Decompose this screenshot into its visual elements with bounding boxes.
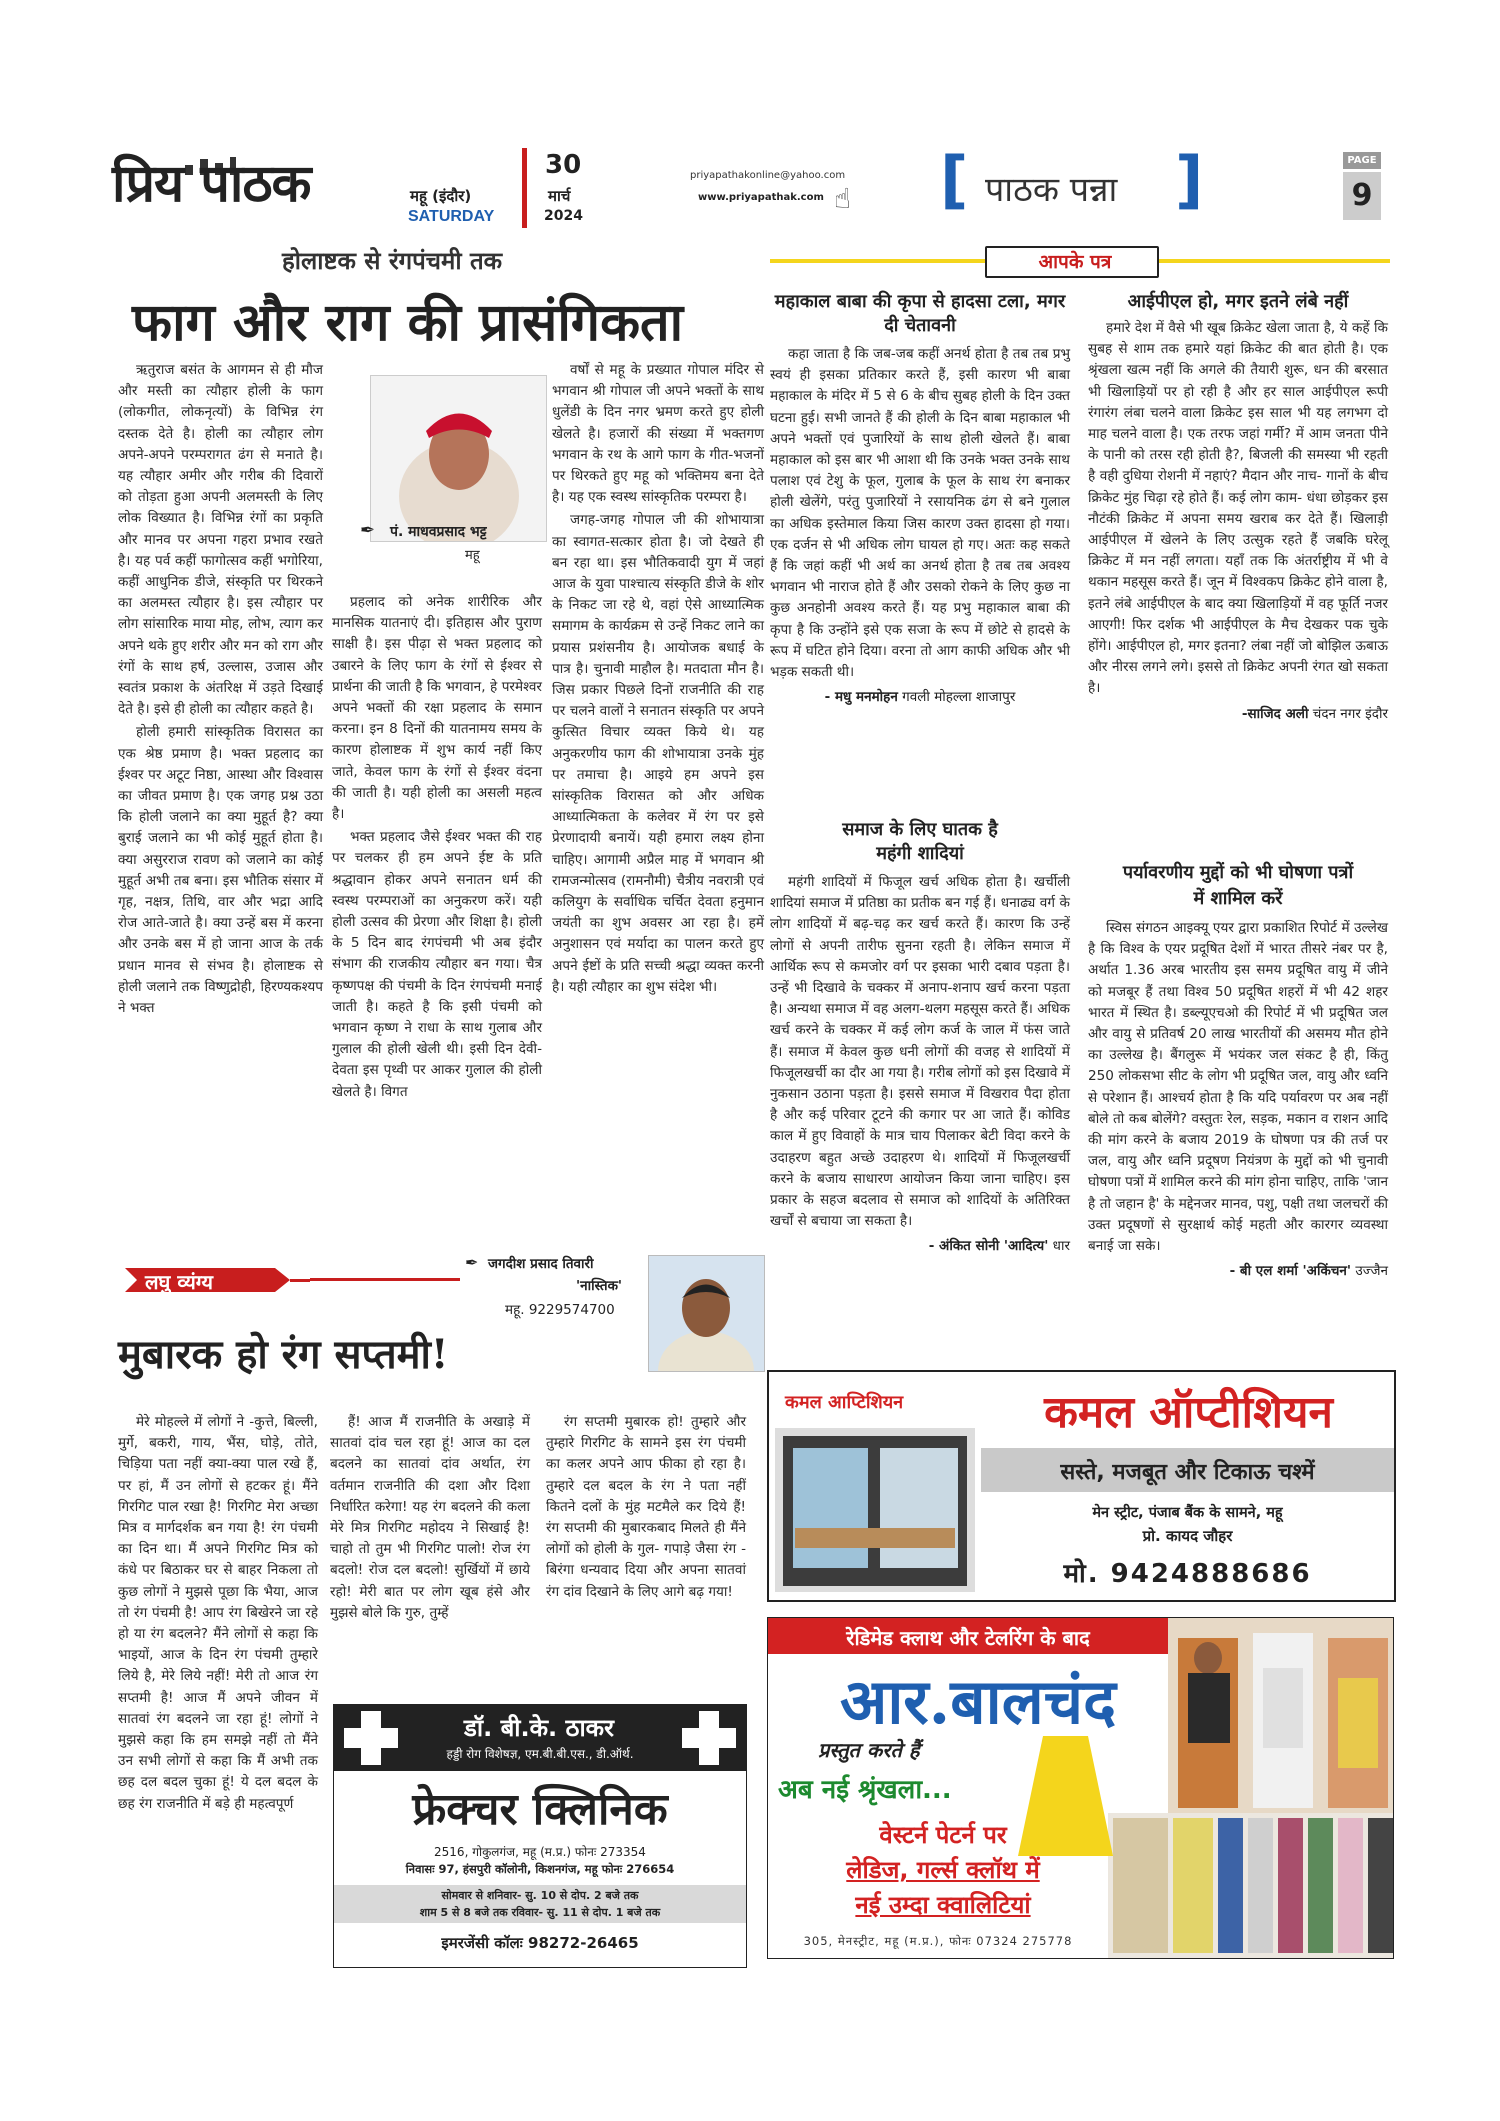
page-label: PAGE: [1343, 152, 1381, 169]
masthead-divider: [522, 148, 527, 228]
page-number: 9: [1343, 172, 1381, 220]
satire-tag-label: लघु व्यंग्य: [145, 1270, 214, 1294]
section-bracket-right: ]: [1175, 143, 1204, 216]
optician-tagline: सस्ते, मजबूत और टिकाऊ चश्में: [1060, 1460, 1315, 1485]
masthead: [0, 0, 1500, 235]
letter-title: पर्यावरणीय मुद्दों को भी घोषणा पत्रों में शामिल करें: [1122, 862, 1354, 909]
letter-address: चंदन नगर इंदौर: [1312, 705, 1388, 722]
satire-paragraph: हैं! आज मैं राजनीति के अखाड़े में सातवां दांव चल रहा हूं! आज का दल बदलने का सातवां दांव अर्थात, रंग वर्तमान राजनीति की दशा और दिशा निर्धारित करेगा! यह रंग बदलने की कला मेरे मित्र गिरगिट महोदय ने सिखाई है! चाहो तो तुम भी गिरगिट पालो! रोज रंग बदलो! रोज दल बदलो! सुर्खियों में छाये रहो! मेरी बात पर लोग खूब हंसे और मुझसे बोले कि गुरु, तुम्हें: [330, 1414, 530, 1621]
letter-title: आईपीएल हो, मगर इतने लंबे नहीं: [1127, 291, 1349, 312]
cloth-presents: प्रस्तुत करते हैं: [818, 1738, 920, 1762]
clinic-ad: [333, 1704, 747, 1968]
letter-2: [770, 818, 1070, 1254]
author-photo: [370, 375, 547, 542]
letter-body: महंगी शादियों में फिजूल खर्च अधिक होता है। खर्चीली शादियां समाज में प्रतिष्ठा का प्रतीक बन गई हैं। धनाढ्य वर्ग के लोग शादियों में बढ़-चढ़ कर खर्च करते हैं। कारण कि उन्हें लोगों से अपनी तारीफ सुनना रहती है। लेकिन समाज में आर्थिक रूप से कमजोर वर्ग पर इसका भारी दबाव पड़ता है। उन्हें भी दिखावे के चक्कर में अनाप-शनाप खर्च करना पड़ता है। अन्यथा समाज में वह अलग-थलग महसूस करते हैं। अधिक खर्च करने के चक्कर में कई लोग कर्ज के जाल में फंस जाते हैं। समाज में केवल कुछ धनी लोगों की वजह से शादियों में फिजूलखर्ची का दौर आ गया है। गरीब लोगों को इस दिखावे में नुकसान उठाना पड़ता है। इससे समाज में विखराव पैदा होता है और कई परिवार टूटने की कगार पर आ जाते हैं। कोविड काल में हुए विवाहों के मात्र चाय पिलाकर बेटी विदा करने के उदाहरण बहुत अच्छे उदाहरण थे। शादियों में फिजूलखर्ची करने के बजाय साधारण आयोजन किया जाना चाहिए। इस प्रकार के सहज बदलाव से समाज को शादियों के अतिरिक्त खर्चों से बचाया जा सकता है।: [770, 874, 1070, 1230]
letter-body: हमारे देश में वैसे भी खूब क्रिकेट खेला जाता है, ये कहें कि सुबह से शाम तक हमारे यहां क्रिकेट की बात होती है। एक श्रृंखला खत्म नहीं कि अगले की तैयारी शुरू, धन की बरसात भी खिलाड़ियों पर हो रही है और हर साल आईपीएल रूपी रंगारंग लंबा चलने वाला क्रिकेट इस साल भी यह लगभग दो माह चलने वाला है। एक तरफ जहां गर्मी? में आम जनता पीने के पानी को तरस रही होती है?, बिजली की समस्या भी रहती है वही दुधिया रोशनी में नहाएं? मैदान और नाच- गानों के बीच क्रिकेट मुंह चिढ़ा रहे होते हैं। कई लोग काम- धंधा छोड़कर इस नौटंकी क्रिकेट में अपना समय खराब कर देते हैं। खिलाड़ी आईपीएल में खेलने के लिए उत्सुक रहते हैं जबकि घरेलू क्रिकेट में मन नहीं लगता। यहाँ तक कि अंतर्राष्ट्रीय में भी वे थकान महसूस करते हैं। जून में विश्वकप क्रिकेट होने वाला है, इतने लंबे आईपीएल के बाद क्या खिलाड़ियों में वह फूर्ति नजर आएगी! फिर दर्शक भी आईपीएल के मैच देखकर पक चुके होंगे। आईपीएल हो, मगर इतना? लंबा नहीं जो बोझिल ऊबाऊ और नीरस लगने लगे। इससे तो क्रिकेट अपनी रंगत खो सकता है।: [1088, 320, 1388, 697]
masthead-date: 30: [545, 150, 582, 180]
satire-tag: [125, 1260, 310, 1300]
masthead-year: 2024: [544, 208, 583, 224]
feature-headline: फाग और राग की प्रासंगिकता: [132, 292, 684, 353]
letter-signature: - मधु मनमोहन: [824, 689, 898, 706]
pen-icon: ✒: [465, 1253, 479, 1272]
optician-shop-photo: [775, 1378, 975, 1592]
pen-icon: ✒: [360, 520, 376, 541]
satire-col-3: [546, 1412, 746, 1605]
letters-header-bar: [770, 246, 1390, 276]
feature-col-3: [552, 360, 764, 1000]
satire-author-alias: 'नास्तिक': [576, 1278, 623, 1294]
letter-signature: - बी एल शर्मा 'अकिंचन': [1229, 1263, 1352, 1280]
satire-author-photo: [648, 1255, 765, 1372]
letter-address: धार: [1052, 1238, 1070, 1255]
clinic-hours-2: शाम 5 से 8 बजे तक रविवार- सु. 11 से दोप. 1 बजे तक: [419, 1906, 661, 1919]
feature-author-city: महू: [465, 548, 480, 563]
clinic-doctor: डॉ. बी.के. ठाकर: [464, 1714, 614, 1742]
letter-title: महाकाल बाबा की कृपा से हादसा टला, मगर दी चेतावनी: [774, 291, 1066, 336]
section-title: पाठक पन्ना: [985, 170, 1118, 210]
satire-headline: मुबारक हो रंग सप्तमी!: [118, 1331, 449, 1378]
feature-paragraph: जगह-जगह गोपाल जी की शोभायात्रा का स्वागत-सत्कार होता है। जो देखते ही बन रहा था। इस भौतिकवादी युग में जहां आज के युवा पाश्चात्य संस्कृति डीजे के शोर के निकट जा रहे थे, वहां ऐसे आध्यात्मिक समागम के कार्यक्रम से उन्हें निकट लाने का प्रयास प्रशंसनीय है। आयोजक बधाई के पात्र है। चुनावी माहौल है। मतदाता मौन है। जिस प्रकार पिछले दिनों राजनीति की राह पर चलने वालों ने सनातन संस्कृति पर अपने कुत्सित विचार व्यक्त किये थे। यह अनुकरणीय फाग की शोभायात्रा उनके मुंह पर तमाचा है। आइये हम अपने इस सांस्कृतिक विरासत को और अधिक आध्यात्मिकता के कलेवर में रंग पर इसे प्रेरणादायी बनायें। यही हमारा लक्ष्य होना चाहिए। आगामी अप्रैल माह में भगवान श्री रामजन्मोत्सव (रामनौमी) चैत्रीय नवरात्री एवं कलियुग के सर्वाधिक चर्चित देवता हनुमान जयंती का शुभ अवसर आ रहा है। हमें अनुशासन एवं मर्यादा का पालन करते हुए अपने ईष्टों के प्रति सच्ची श्रद्धा व्यक्त करनी है। यही त्यौहार का शुभ संदेश भी।: [552, 512, 764, 995]
cloth-photo-bottom: [1108, 1813, 1393, 1958]
letter-body: कहा जाता है कि जब-जब कहीं अनर्थ होता है तब तब प्रभु स्वयं ही इसका प्रतिकार करते हैं, इसी कारण भी बाबा महाकाल के मंदिर में 5 से 6 के बीच सुबह होली के दिन उक्त घटना हुई। सभी जानते हैं की होली के दिन बाबा महाकाल भी अपने भक्तों एवं पुजारियों के साथ होली खेलते हैं। बाबा महाकाल को इस बार भी आशा थी कि उनके भक्त उनके साथ पलाश एवं टेशु के फूल, गुलाब के फूल के साथ रंग बनाकर होली खेलेंगे, परंतु पुजारियों ने रसायनिक ढंग से बने गुलाल का अधिक इस्तेमाल किया जिस कारण उक्त हादसा हो गया। एक दर्जन से भी अधिक लोग घायल हो गए। अतः कह सकते हैं कि जहां कहीं भी अर्थ का अनर्थ होता है तब तब अवश्य भगवान भी नाराज होते हैं और उसको रोकने के लिए कुछ ना कुछ अनहोनी अवश्य करते हैं। यह प्रभु महाकाल बाबा की कृपा है कि उन्होंने इसे एक सजा के रूप में छोटे से हादसे के रूप में घटित होने दिया। वरना तो आग काफी अधिक और भी भड़क सकती थी।: [770, 346, 1070, 681]
feature-paragraph: प्रहलाद को अनेक शारीरिक और मानसिक यातनाएं दी। इतिहास और पुराण साक्षी है। इस पीढ़ा से भक्त प्रहलाद को उबारने के लिए फाग के रंगों से ईश्वर से प्रार्थना की जाती है कि भगवान, हे परमेश्वर अपने भक्तों की रक्षा प्रहलाद के समान करना। इन 8 दिनों की यातनामय समय के कारण होलाष्टक में शुभ कार्य नहीं किए जाते, केवल फाग के रंगों से ईश्वर वंदना की जाती है। यही होली का असली महत्व है।: [332, 594, 542, 823]
feature-col-1: [118, 360, 323, 1021]
cloth-ad: [767, 1617, 1394, 1959]
cloth-line-3: नई उम्दा क्वालिटियां: [855, 1891, 1031, 1919]
cloth-banner: रेडिमेड क्लाथ और टेलरिंग के बाद: [846, 1626, 1090, 1650]
letter-address: गवली मोहल्ला शाजापुर: [902, 689, 1016, 706]
optician-phone[interactable]: मो. 9424888686: [1063, 1559, 1312, 1589]
letter-4: [1088, 860, 1388, 1279]
optician-proprietor: प्रो. कायद जौहर: [1142, 1527, 1233, 1545]
letter-title: समाज के लिए घातक है महंगी शादियां: [842, 819, 998, 864]
feature-paragraph: भक्त प्रहलाद जैसे ईश्वर भक्त की राह पर चलकर ही हम अपने ईष्ट के प्रति श्रद्धावान होकर अपने सनातन धर्म की स्वस्थ परम्पराओं का अनुकरण करें। यही होली उत्सव की प्रेरणा और शिक्षा है। होली के 5 दिन बाद रंगपंचमी भी अब इंदौर संभाग की राजकीय त्यौहार बन गया। चैत्र कृष्णपक्ष की पंचमी के दिन रंगपंचमी मनाई जाती है। कहते है कि इसी पंचमी को भगवान कृष्ण ने राधा के साथ गुलाब और गुलाल की होली खेली थी। इसी दिन देवी-देवता इस पृथ्वी पर आकर गुलाल की होली खेलते है। विगत: [332, 829, 542, 1100]
optician-name: कमल ऑप्टीशियन: [1044, 1387, 1333, 1438]
clinic-name: फ्रेक्चर क्लिनिक: [412, 1784, 668, 1835]
cloth-photo-top: [1168, 1618, 1393, 1813]
clinic-specialty: हड्डी रोग विशेषज्ञ, एम.बी.बी.एस., डी.ऑर्थ.: [446, 1747, 634, 1761]
cloth-line-1: वेस्टर्न पेटर्न पर: [879, 1821, 1007, 1849]
satire-author-contact: महू. 9229574700: [505, 1302, 615, 1318]
letter-address: उज्जैन: [1355, 1263, 1388, 1280]
satire-paragraph: मेरे मोहल्ले में लोगों ने -कुत्ते, बिल्ली, मुर्गे, बकरी, गाय, भैंस, घोड़े, तोते, चिड़िया पता नहीं क्या-क्या पाल रखे हैं, पर हां, मैं उन लोगों से हटकर हूं। मैंने गिरगिट पाल रखा है! गिरगिट मेरा अच्छा मित्र व मार्गदर्शक बन गया है! रंग पंचमी का दिन था। मैं अपने गिरगिट मित्र को कंधे पर बिठाकर घर से बाहर निकला तो कुछ लोगों ने मुझसे पूछा कि भैया, आज तो रंग पंचमी है! आप रंग बिखेरने जा रहे हो या रंग बदलने? मैंने लोगों से कहा कि भाइयों, आज के दिन रंग पंचमी तुम्हारे लिये है, मेरे लिये नहीं! मेरी तो आज रंग सप्तमी है! आज मैं अपने जीवन में सातवां रंग बदलने जा रहा हूं! लोगों ने मुझसे कहा कि हम समझे नहीं तो मैंने उन सभी लोगों से कहा कि मैं अभी तक छह दल बदल चुका हूं! ये दल बदल के छह रंग राजनीति में बड़े ही महत्वपूर्ण: [118, 1414, 318, 1812]
feature-kicker: होलाष्टक से रंगपंचमी तक: [282, 247, 503, 275]
letters-section-title: आपके पत्र: [1038, 251, 1112, 273]
cloth-series: अब नई श्रृंखला...: [778, 1775, 952, 1805]
feature-col-2: [332, 592, 542, 1105]
hand-pointer-icon: ☝: [834, 182, 852, 215]
cloth-store-name: आर.बालचंद: [839, 1665, 1117, 1738]
satire-rule: [310, 1278, 460, 1281]
letter-3: [1088, 290, 1388, 722]
contact-email[interactable]: priyapathakonline@yahoo.com: [690, 170, 846, 181]
cloth-address: 305, मेनस्ट्रीट, महू (म.प्र.), फोनः 07324 275778: [803, 1934, 1073, 1948]
section-bracket-left: [: [940, 143, 969, 216]
feature-author: पं. माधवप्रसाद भट्ट: [390, 524, 487, 540]
clinic-residence: निवासः 97, हंसपुरी कॉलोनी, किशनगंज, महू फोनः 276654: [405, 1862, 675, 1876]
optician-ad: [767, 1370, 1396, 1602]
letter-signature: -साजिद अली: [1241, 705, 1309, 722]
satire-col-2: [330, 1412, 530, 1626]
satire-author: जगदीश प्रसाद तिवारी: [488, 1256, 594, 1272]
masthead-city: महू (इंदौर): [410, 187, 472, 205]
clinic-emergency: इमरजेंसी कॉलः 98272-26465: [441, 1934, 639, 1952]
clinic-address: 2516, गोकुलगंज, महू (म.प्र.) फोनः 273354: [434, 1845, 646, 1859]
feature-paragraph: ऋतुराज बसंत के आगमन से ही मौज और मस्ती का त्यौहार होली के फाग (लोकगीत, लोकनृत्यों) के विभिन्न रंग दस्तक देते है। होली का त्यौहार लोग अपने-अपने परम्परागत ढंग से मनाते है। यह त्यौहार अमीर और गरीब की दिवारों को तोड़ता हुआ अपनी अलमस्ती के लिए लोक विख्यात है। विभिन्न रंगों का प्रकृति और मानव पर अपना गहरा प्रभाव रखते है। यह पर्व कहीं फागोत्सव कहीं भगोरिया, कहीं आधुनिक डीजे, संस्कृति पर थिरकने का अलमस्त त्यौहार है। इस त्यौहार पर लोग सांसारिक माया मोह, लोभ, त्याग कर अपने थके हुए शरीर और मन को राग और रंगों के साथ हर्ष, उल्लास, उजास और स्वतंत्र प्रकाश के अंतरिक्ष में उड़ते दिखाई देते है। इसे ही होली का त्यौहार कहते है।: [118, 362, 323, 718]
medical-cross-icon: [680, 1709, 738, 1767]
optician-address: मेन स्ट्रीट, पंजाब बैंक के सामने, महू: [1092, 1505, 1283, 1521]
newspaper-logo: प्रिय पाठक: [112, 153, 311, 214]
satire-col-1: [118, 1412, 318, 1817]
satire-paragraph: रंग सप्तमी मुबारक हो! तुम्हारे और तुम्हारे गिरगिट के सामने इस रंग पंचमी का कलर अपने आप फीका हो रहा है। तुम्हारे दल बदल के रंग ने पता नहीं कितने दलों के मुंह मटमैले कर दिये हैं! रंग सप्तमी की मुबारकबाद मिलते ही मैंने लोगों को होली के गुल- गपाड़े जैसा रंग - बिरंगा धन्यवाद दिया और अपना सातवां रंग दांव दिखाने के लिए आगे बढ़ गया!: [546, 1414, 746, 1600]
feature-paragraph: वर्षों से महू के प्रख्यात गोपाल मंदिर से भगवान श्री गोपाल जी अपने भक्तों के साथ धुलेंडी के दिन नगर भ्रमण करते हुए होली खेलते है। हजारों की संख्या में भक्तगण भगवान के रथ के आगे फाग के गीत-भजनों पर थिरकते हुए महू को भक्तिमय बना देते है। यह एक स्वस्थ सांस्कृतिक परम्परा है।: [552, 362, 764, 506]
medical-cross-icon: [342, 1709, 400, 1767]
contact-web[interactable]: www.priyapathak.com: [698, 192, 824, 203]
optician-shop-sign: कमल आप्टिशियन: [785, 1392, 904, 1413]
letter-1: [770, 290, 1070, 705]
cloth-line-2: लेडिज, गर्ल्स क्लॉथ में: [846, 1856, 1040, 1884]
letter-signature: - अंकित सोनी 'आदित्य': [928, 1238, 1049, 1255]
masthead-month: मार्च: [548, 187, 571, 205]
clinic-hours-1: सोमवार से शनिवार- सु. 10 से दोप. 2 बजे तक: [441, 1889, 639, 1902]
masthead-day: SATURDAY: [408, 208, 495, 225]
letter-body: स्विस संगठन आइक्यू एयर द्वारा प्रकाशित रिपोर्ट में उल्लेख है कि विश्व के एयर प्रदूषित देशों में भारत तीसरे नंबर पर है, अर्थात 1.36 अरब भारतीय इस समय प्रदूषित वायु में जीने को मजबूर हैं तथा विश्व 50 प्रदूषित शहरों में भी 42 शहर भारत में स्थित है। डब्ल्यूएचओ की रिपोर्ट में भी प्रदूषित जल और वायु से प्रतिवर्ष 20 लाख भारतीयों की असमय मौत होने का उल्लेख है। बैंगलुरू में भयंकर जल संकट है ही, किंतु 250 लोकसभा सीट के लोग भी प्रदूषित जल, वायु और ध्वनि से परेशान हैं। आश्चर्य होता है कि यदि पर्यावरण पर अब नहीं बोले तो कब बोलेंगे? वस्तुतः रेल, सड़क, मकान व राशन आदि की मांग करने के बजाय 2019 के घोषणा पत्र की तर्ज पर जल, वायु और ध्वनि प्रदूषण नियंत्रण के मुद्दों को भी चुनावी घोषणा पत्रों में शामिल करने की मांग होना चाहिए, ताकि 'जान है तो जहान है' के मद्देनजर मानव, पशु, पक्षी तथा जलचरों की उक्त प्रदूषणों से सुरक्षार्थ कोई महती और कारगर व्यवस्था बनाई जा सके।: [1088, 920, 1388, 1255]
feature-paragraph: होली हमारी सांस्कृतिक विरासत का एक श्रेष्ठ प्रमाण है। भक्त प्रहलाद का ईश्वर पर अटूट निष्ठा, आस्था और विश्वास का जीवत प्रमाण है। एक जगह प्रश्न उठा कि होली जलाने का क्या मुहूर्त है? क्या बुराई जलाने का भी कोई मुहूर्त होता है। क्या असुरराज रावण को जलाने का कोई मुहूर्त अभी तब बना। इस भौतिक संसार में गृह, नक्षत्र, तिथि, वार और भद्रा आदि रोज आते-जाते है। क्या उन्हें बस में करना और उनके बस में हो जाना आज के तर्क प्रधान मानव से संभव है। होलाष्टक से होली जलाने तक विष्णुद्रोही, हिरण्यकश्यप ने भक्त: [118, 724, 323, 1017]
